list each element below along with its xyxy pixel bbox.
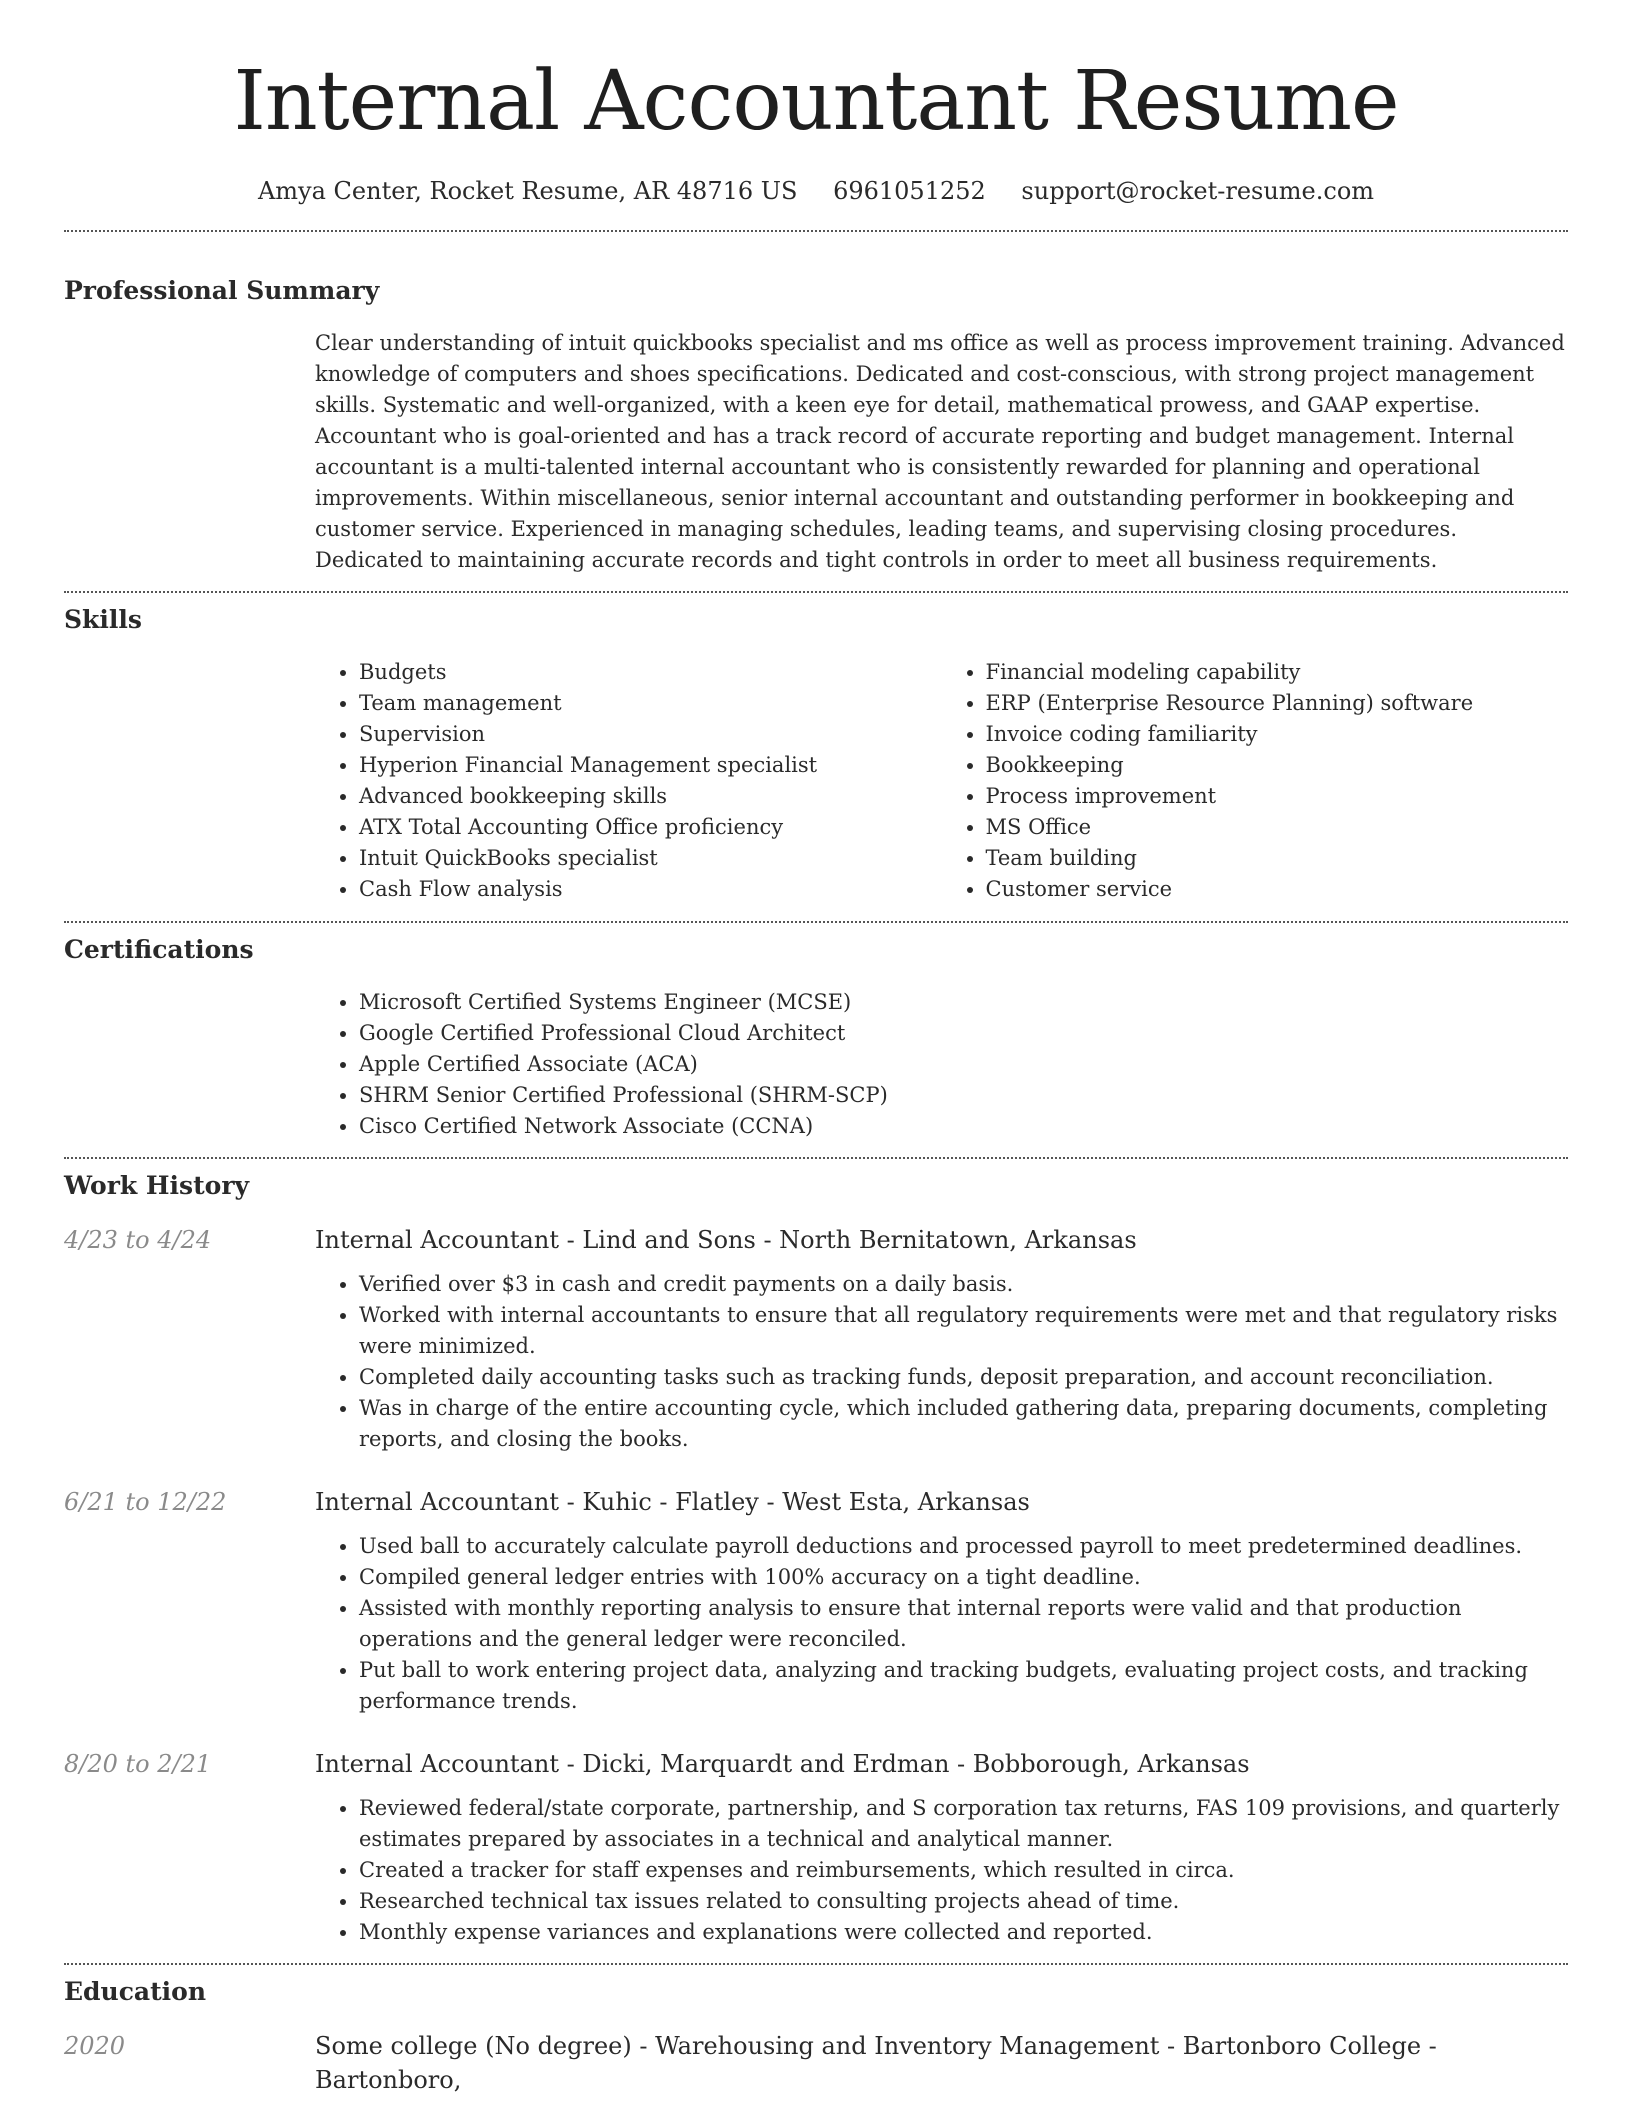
job-title: Internal Accountant - Dicki, Marquardt and Erdman - Bobborough, Arkansas xyxy=(315,1750,1250,1778)
job-title: Internal Accountant - Lind and Sons - North Bernitatown, Arkansas xyxy=(315,1226,1137,1254)
skills-list-right xyxy=(942,657,1569,905)
job-date: 8/20 to 2/21 xyxy=(64,1750,212,1778)
job-date: 4/23 to 4/24 xyxy=(64,1226,212,1254)
section-title-work-history: Work History xyxy=(64,1171,250,1200)
job-entry xyxy=(64,1747,1568,1948)
education-title: Some college (No degree) - Warehousing and Inventory Management - Bartonboro College - Bartonboro, xyxy=(315,2032,1437,2094)
list-item: • Compiled general ledger entries with 100% accuracy on a tight deadline. xyxy=(359,1562,1568,1593)
divider xyxy=(64,591,1568,593)
job-date: 6/21 to 12/22 xyxy=(64,1488,227,1516)
job-bullets xyxy=(315,1269,1568,1455)
list-item: • Was in charge of the entire accounting cycle, which included gathering data, preparing documents, completing reports, and closing the books. xyxy=(359,1393,1568,1455)
skills-list-left xyxy=(315,657,942,905)
list-item: • Supervision xyxy=(359,719,942,750)
summary-section xyxy=(64,274,1568,576)
list-item: • Completed daily accounting tasks such as tracking funds, deposit preparation, and account reconciliation. xyxy=(359,1362,1568,1393)
skills-section xyxy=(64,603,1568,905)
list-item: • Reviewed federal/state corporate, partnership, and S corporation tax returns, FAS 109 provisions, and quarterly estimates prepared by associates in a technical and analytical manner. xyxy=(359,1793,1568,1855)
list-item: • Intuit QuickBooks specialist xyxy=(359,843,942,874)
list-item: • Verified over $3 in cash and credit payments on a daily basis. xyxy=(359,1269,1568,1300)
job-title: Internal Accountant - Kuhic - Flatley - West Esta, Arkansas xyxy=(315,1488,1030,1516)
section-title-education: Education xyxy=(64,1977,207,2006)
list-item: • Process improvement xyxy=(986,781,1569,812)
divider xyxy=(64,1157,1568,1159)
certifications-list xyxy=(315,987,1568,1142)
section-title-certifications: Certifications xyxy=(64,935,254,964)
summary-text: Clear understanding of intuit quickbooks specialist and ms office as well as process improvement training. Advanced knowledge of computers and shoes specifications. Dedicated and cost-conscious, with strong project management skills. Systematic and well-organized, with a keen eye for detail, mathematical prowess, and GAAP expertise. Accountant who is goal-oriented and has a track record of accurate reporting and budget management. Internal accountant is a multi-talented internal accountant who is consistently rewarded for planning and operational improvements. Within miscellaneous, senior internal accountant and outstanding performer in bookkeeping and customer service. Experienced in managing schedules, leading teams, and supervising closing procedures. Dedicated to maintaining accurate records and tight controls in order to meet all business requirements. xyxy=(315,331,1565,572)
divider xyxy=(64,1963,1568,1965)
list-item: • ERP (Enterprise Resource Planning) software xyxy=(986,688,1569,719)
list-item: • Advanced bookkeeping skills xyxy=(359,781,942,812)
list-item: • Microsoft Certified Systems Engineer (MCSE) xyxy=(359,987,1568,1018)
list-item: • Worked with internal accountants to ensure that all regulatory requirements were met and that regulatory risks were minimized. xyxy=(359,1300,1568,1362)
job-entry xyxy=(64,1485,1568,1717)
list-item: • ATX Total Accounting Office proficiency xyxy=(359,812,942,843)
list-item: • Used ball to accurately calculate payroll deductions and processed payroll to meet predetermined deadlines. xyxy=(359,1531,1568,1562)
list-item: • Google Certified Professional Cloud Architect xyxy=(359,1018,1568,1049)
list-item: • Monthly expense variances and explanations were collected and reported. xyxy=(359,1917,1568,1948)
list-item: • Cash Flow analysis xyxy=(359,874,942,905)
list-item: • Bookkeeping xyxy=(986,750,1569,781)
contact-phone: 6961051252 xyxy=(833,177,986,205)
list-item: • Apple Certified Associate (ACA) xyxy=(359,1049,1568,1080)
list-item: • Invoice coding familiarity xyxy=(986,719,1569,750)
section-title-summary: Professional Summary xyxy=(64,276,380,305)
divider xyxy=(64,230,1568,232)
list-item: • Researched technical tax issues related to consulting projects ahead of time. xyxy=(359,1886,1568,1917)
list-item: • Cisco Certified Network Associate (CCNA) xyxy=(359,1111,1568,1142)
education-section xyxy=(64,1975,1568,2097)
contact-email: support@rocket-resume.com xyxy=(1021,177,1375,205)
education-date: 2020 xyxy=(64,2032,126,2060)
contact-address: Amya Center, Rocket Resume, AR 48716 US xyxy=(257,177,798,205)
list-item: • Financial modeling capability xyxy=(986,657,1569,688)
education-entry xyxy=(64,2029,1568,2097)
resume-page xyxy=(64,0,1568,2097)
list-item: • Put ball to work entering project data, analyzing and tracking budgets, evaluating project costs, and tracking performance trends. xyxy=(359,1655,1568,1717)
job-bullets xyxy=(315,1793,1568,1948)
skills-columns xyxy=(315,657,1568,905)
list-item: • Assisted with monthly reporting analysis to ensure that internal reports were valid and that production operations and the general ledger were reconciled. xyxy=(359,1593,1568,1655)
list-item: • Budgets xyxy=(359,657,942,688)
list-item: • Customer service xyxy=(986,874,1569,905)
list-item: • SHRM Senior Certified Professional (SHRM-SCP) xyxy=(359,1080,1568,1111)
contact-line xyxy=(64,174,1568,208)
list-item: • Created a tracker for staff expenses and reimbursements, which resulted in circa. xyxy=(359,1855,1568,1886)
list-item: • Team building xyxy=(986,843,1569,874)
list-item: • Hyperion Financial Management specialist xyxy=(359,750,942,781)
resume-title: Internal Accountant Resume xyxy=(233,54,1399,149)
job-entry xyxy=(64,1223,1568,1455)
list-item: • MS Office xyxy=(986,812,1569,843)
certifications-section xyxy=(64,933,1568,1142)
list-item: • Team management xyxy=(359,688,942,719)
section-title-skills: Skills xyxy=(64,605,142,634)
divider xyxy=(64,921,1568,923)
job-bullets xyxy=(315,1531,1568,1717)
work-history-section xyxy=(64,1169,1568,1948)
